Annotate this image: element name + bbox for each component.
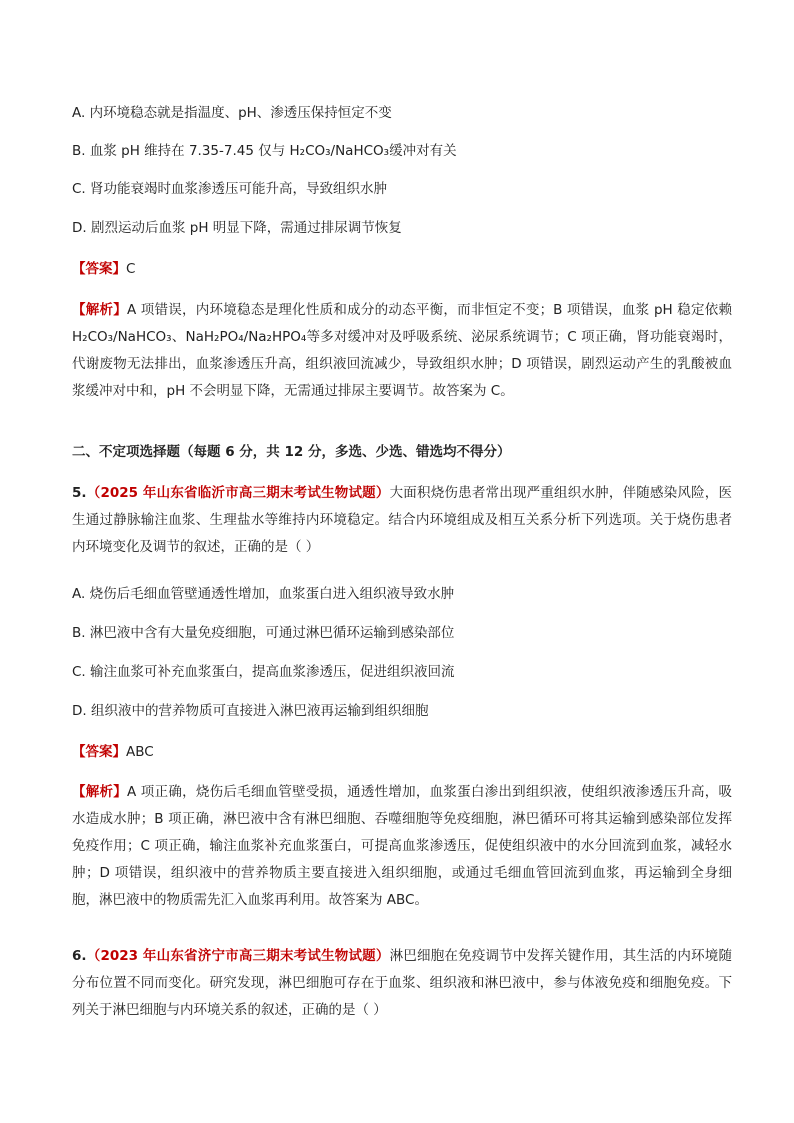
q4-option-c: C. 肾功能衰竭时血浆渗透压可能升高，导致组织水肿 <box>72 181 388 197</box>
q5-option-a: A. 烧伤后毛细血管壁通透性增加，血浆蛋白进入组织液导致水肿 <box>72 586 455 602</box>
answer-label: 【答案】 <box>72 261 126 277</box>
analysis-label: 【解析】 <box>72 784 128 800</box>
question-stem: 淋巴细胞在免疫调节中发挥关键作用，其生活的内环境随分布位置不同而变化。研究发现，淋巴细胞可存在于血浆、组织液和淋巴液中，参与体液免疫和细胞免疫。下列关于淋巴细胞与内环境关系的叙述，正确的是（ ） <box>72 948 732 1018</box>
section-title: 二、不定项选择题（每题 6 分，共 12 分，多选、少选、错选均不得分） <box>72 444 511 460</box>
analysis-text: A 项错误，内环境稳态是理化性质和成分的动态平衡，而非恒定不变；B 项错误，血浆 pH 稳定依赖 H₂CO₃/NaHCO₃、NaH₂PO₄/Na₂HPO₄等多对缓冲对及呼吸系统、泌尿系统调节；C 项正确，肾功能衰竭时，代谢废物无法排出，血浆渗透压升高，组织液回流减少，导致组织水肿；D 项错误，剧烈运动产生的乳酸被血浆缓冲对中和，pH 不会明显下降，无需通过排尿主要调节。故答案为 C。 <box>72 302 732 399</box>
question-stem: 大面积烧伤患者常出现严重组织水肿，伴随感染风险，医生通过静脉输注血浆、生理盐水等维持内环境稳定。结合内环境组成及相互关系分析下列选项。关于烧伤患者内环境变化及调节的叙述，正确的是（ ） <box>72 485 732 555</box>
answer-value: ABC <box>126 744 154 760</box>
q4-option-a: A. 内环境稳态就是指温度、pH、渗透压保持恒定不变 <box>72 105 392 121</box>
answer-value: C <box>126 261 136 277</box>
q4-option-b: B. 血浆 pH 维持在 7.35-7.45 仅与 H₂CO₃/NaHCO₃缓冲对有关 <box>72 143 457 159</box>
q4-analysis <box>72 297 732 405</box>
question-source: （2025 年山东省临沂市高三期末考试生物试题） <box>86 485 390 501</box>
analysis-label: 【解析】 <box>72 302 128 318</box>
q4-option-d: D. 剧烈运动后血浆 pH 明显下降，需通过排尿调节恢复 <box>72 220 402 236</box>
q5-option-d: D. 组织液中的营养物质可直接进入淋巴液再运输到组织细胞 <box>72 703 429 719</box>
question-source: （2023 年山东省济宁市高三期末考试生物试题） <box>86 948 390 964</box>
q5-stem <box>72 480 732 561</box>
q5-answer <box>72 739 732 766</box>
analysis-text: A 项正确，烧伤后毛细血管壁受损，通透性增加，血浆蛋白渗出到组织液，使组织液渗透压升高，吸水造成水肿；B 项正确，淋巴液中含有淋巴细胞、吞噬细胞等免疫细胞，淋巴循环可将其运输到感染部位发挥免疫作用；C 项正确，输注血浆补充血浆蛋白，可提高血浆渗透压，促使组织液中的水分回流到血浆，减轻水肿；D 项错误，组织液中的营养物质主要直接进入组织细胞，或通过毛细血管回流到血浆，再运输到全身细胞，淋巴液中的物质需先汇入血浆再利用。故答案为 ABC。 <box>72 784 733 908</box>
q4-answer <box>72 256 732 283</box>
q5-analysis <box>72 779 732 914</box>
question-number: 5. <box>72 485 87 501</box>
q5-option-b: B. 淋巴液中含有大量免疫细胞，可通过淋巴循环运输到感染部位 <box>72 625 455 641</box>
answer-label: 【答案】 <box>72 744 126 760</box>
q5-option-c: C. 输注血浆可补充血浆蛋白，提高血浆渗透压，促进组织液回流 <box>72 664 455 680</box>
q6-stem <box>72 943 732 1024</box>
question-number: 6. <box>72 948 87 964</box>
